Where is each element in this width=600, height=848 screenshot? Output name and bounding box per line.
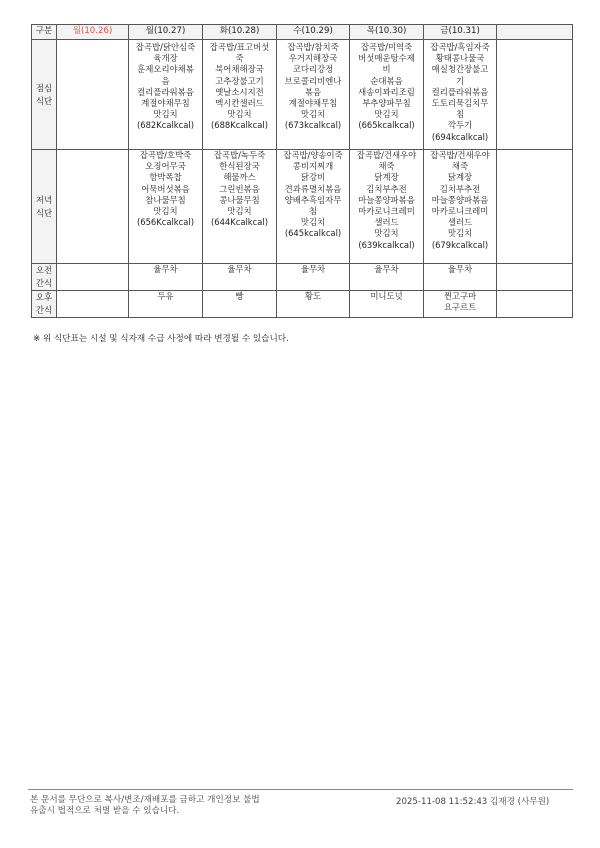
header-day: 금(10.31) (424, 25, 497, 40)
menu-item: 잡곡밥/녹두죽 (213, 150, 266, 160)
row-label-line: 저녁 (35, 194, 53, 205)
menu-item: 음 (161, 75, 170, 86)
menu-item: 잡곡밥/미역죽 (360, 42, 413, 52)
menu-item: 율무차 (153, 264, 178, 274)
menu-item: 콩비지찌개 (292, 161, 334, 172)
menu-item: 맛김치 (153, 109, 178, 120)
menu-item: 비 (382, 64, 391, 75)
menu-cell (497, 40, 573, 150)
notice-text: ※ 위 식단표는 시설 및 식자재 수급 사정에 따라 변경될 수 있습니다. (33, 334, 289, 344)
menu-item: 닭계장 (447, 172, 473, 183)
morning-snack-row (32, 264, 573, 291)
menu-cell (203, 40, 277, 150)
menu-item: 율무차 (447, 264, 473, 274)
menu-item: 맛김치 (374, 109, 399, 120)
menu-item: 양배추흑임자무 (284, 194, 342, 205)
menu-item: 오징어무국 (145, 161, 186, 172)
menu-item: 새송이꽈리조림 (358, 86, 415, 97)
menu-item: 우거지해장국 (288, 53, 338, 64)
menu-cell (277, 150, 350, 264)
menu-item: 맛김치 (447, 228, 473, 239)
menu-item: (673kcalkcal) (284, 120, 342, 131)
menu-item: 육개장 (153, 53, 178, 64)
menu-item: 컬리플라워볶음 (431, 86, 489, 97)
footer-timestamp: 2025-11-08 11:52:43 김재경 (사무원) (396, 797, 550, 807)
menu-item: 콩나물무침 (219, 194, 260, 205)
menu-item: 기 (455, 75, 465, 86)
menu-item: 함박폭찹 (149, 172, 182, 183)
menu-item: 잡곡밥/흑임자죽 (430, 42, 490, 52)
menu-item: 잡곡밥/건새우야 (430, 150, 490, 160)
menu-cell (424, 40, 497, 150)
menu-item: 맛김치 (300, 109, 326, 120)
menu-item: (644Kcalkcal) (211, 217, 268, 228)
row-label (32, 40, 57, 150)
menu-item: 미니도넛 (370, 291, 403, 301)
menu-item: 한식된장국 (219, 161, 260, 172)
menu-cell (424, 264, 497, 291)
menu-cell (203, 264, 277, 291)
menu-item: (665kcalkcal) (358, 120, 415, 131)
menu-item: 샐러드 (447, 217, 473, 228)
row-label-line: 간식 (35, 305, 53, 315)
menu-item: 부추양파무침 (362, 98, 411, 109)
menu-cell (129, 150, 203, 264)
footer-disclaimer-line: 유출시 법적으로 처벌 받을 수 있습니다. (30, 806, 180, 816)
menu-item: 죽 (235, 53, 244, 64)
menu-item: 율무차 (227, 264, 252, 274)
menu-cell (424, 291, 497, 318)
menu-item: 잡곡밥/참치죽 (287, 42, 339, 52)
menu-item: 코다리강정 (292, 64, 334, 75)
menu-item: (645kcalkcal) (284, 228, 342, 239)
meal-plan-table (31, 24, 573, 318)
menu-cell (129, 291, 203, 318)
row-label (32, 291, 57, 318)
menu-item: (656Kcalkcal) (137, 217, 194, 228)
header-row (32, 25, 573, 40)
menu-item: 북어채해장국 (215, 64, 264, 75)
menu-item: 빵 (235, 291, 244, 301)
menu-item: 김치부추전 (439, 183, 481, 194)
menu-item: 채죽 (451, 161, 469, 172)
header-day: 수(10.29) (277, 25, 350, 40)
menu-item: 찐고구마 (443, 291, 477, 301)
menu-item: 잡곡밥/닭안심죽 (135, 42, 196, 52)
menu-item: 컬리플라워볶음 (137, 86, 194, 97)
header-day: 목(10.30) (350, 25, 424, 40)
menu-item: 요구르트 (443, 302, 477, 313)
menu-cell (129, 40, 203, 150)
row-label-line: 식단 (35, 207, 53, 218)
row-label-line: 간식 (35, 278, 53, 288)
menu-item: 잡곡밥/표고버섯 (209, 42, 270, 52)
menu-item: 황태콩나물국 (435, 53, 485, 64)
menu-item: 율무차 (300, 264, 326, 274)
menu-cell (424, 150, 497, 264)
menu-item: 샐러드 (374, 217, 399, 228)
menu-cell (57, 291, 129, 318)
menu-item: 깍두기 (447, 120, 473, 131)
header-day: 월(10.26) (57, 25, 129, 40)
menu-item: 김치부추전 (366, 183, 407, 194)
menu-item: 마카로니크레미 (358, 206, 415, 217)
footer-disclaimer-line: 본 문서를 무단으로 복사/변조/재배포를 금하고 개인정보 불법 (30, 795, 260, 805)
row-label-line: 오전 (35, 265, 53, 275)
row-label-line: 오후 (35, 292, 53, 302)
menu-item: 옛날소시지전 (215, 86, 264, 97)
menu-item: 맛김치 (227, 109, 252, 120)
menu-item: 견과류멸치볶음 (284, 183, 342, 194)
menu-item: 맛김치 (227, 206, 252, 217)
menu-item: 마늘쫑양파볶음 (358, 194, 415, 205)
menu-cell (277, 40, 350, 150)
menu-item: 두유 (157, 291, 174, 301)
lunch-row (32, 40, 573, 150)
row-label-line: 점심 (35, 82, 53, 93)
menu-item: 도토리묵김치무 (431, 98, 489, 109)
menu-cell (497, 150, 573, 264)
menu-item: (694kcalkcal) (431, 131, 489, 142)
menu-item: 마늘쫑양파볶음 (431, 194, 489, 205)
row-label (32, 150, 57, 264)
menu-item: 닭강비 (300, 172, 326, 183)
menu-item: 멕시칸샐러드 (215, 98, 264, 109)
afternoon-snack-row (32, 291, 573, 318)
header-day (497, 25, 573, 40)
menu-cell (57, 150, 129, 264)
footer-disclaimer (30, 795, 260, 817)
menu-item: 브로콜리비엔나 (284, 75, 342, 86)
menu-item: 침 (455, 109, 465, 120)
menu-item: 참나물무침 (145, 194, 186, 205)
menu-item: 어묵버섯볶음 (141, 183, 190, 194)
footer-divider (28, 789, 573, 790)
row-label (32, 264, 57, 291)
menu-cell (350, 40, 424, 150)
menu-item: 매실청간장불고 (431, 64, 489, 75)
menu-item: 버섯매운탕수제 (358, 53, 415, 64)
menu-cell (350, 264, 424, 291)
menu-item: 고추장불고기 (215, 75, 264, 86)
menu-item: (679kcalkcal) (431, 239, 489, 250)
menu-item: 닭계장 (374, 172, 399, 183)
menu-item: (688Kcalkcal) (211, 120, 268, 131)
dinner-row (32, 150, 573, 264)
header-day: 월(10.27) (129, 25, 203, 40)
menu-cell (203, 150, 277, 264)
menu-cell (57, 40, 129, 150)
menu-item: 맛김치 (153, 206, 178, 217)
menu-item: 채죽 (378, 161, 395, 172)
menu-item: 순대볶음 (370, 75, 403, 86)
menu-cell (277, 291, 350, 318)
menu-cell (497, 291, 573, 318)
menu-item: 해물까스 (223, 172, 256, 183)
menu-cell (497, 264, 573, 291)
header-day: 화(10.28) (203, 25, 277, 40)
menu-item: 맛김치 (374, 228, 399, 239)
menu-item: (639kcalkcal) (358, 239, 415, 250)
menu-item: 계절야채무침 (288, 98, 338, 109)
menu-item: 잡곡밥/건새우야 (356, 150, 417, 160)
menu-cell (277, 264, 350, 291)
menu-cell (203, 291, 277, 318)
header-label: 구분 (32, 25, 57, 40)
menu-item: 황도 (304, 291, 322, 301)
menu-item: 볶음 (304, 86, 322, 97)
menu-cell (57, 264, 129, 291)
menu-item: 마카로니크레미 (431, 206, 489, 217)
menu-item: (682Kcalkcal) (137, 120, 194, 131)
menu-cell (350, 150, 424, 264)
menu-item: 잡곡밥/호박죽 (139, 150, 192, 160)
menu-cell (350, 291, 424, 318)
menu-item: 잡곡밥/양송이죽 (283, 150, 343, 160)
menu-item: 계절야채무침 (141, 98, 190, 109)
menu-item: 율무차 (374, 264, 399, 274)
menu-item: 훈제오리야채볶 (137, 64, 194, 75)
menu-item: 침 (308, 206, 318, 217)
row-label-line: 식단 (35, 95, 53, 106)
menu-item: 그린빈볶음 (219, 183, 260, 194)
menu-cell (129, 264, 203, 291)
menu-item: 맛김치 (300, 217, 326, 228)
